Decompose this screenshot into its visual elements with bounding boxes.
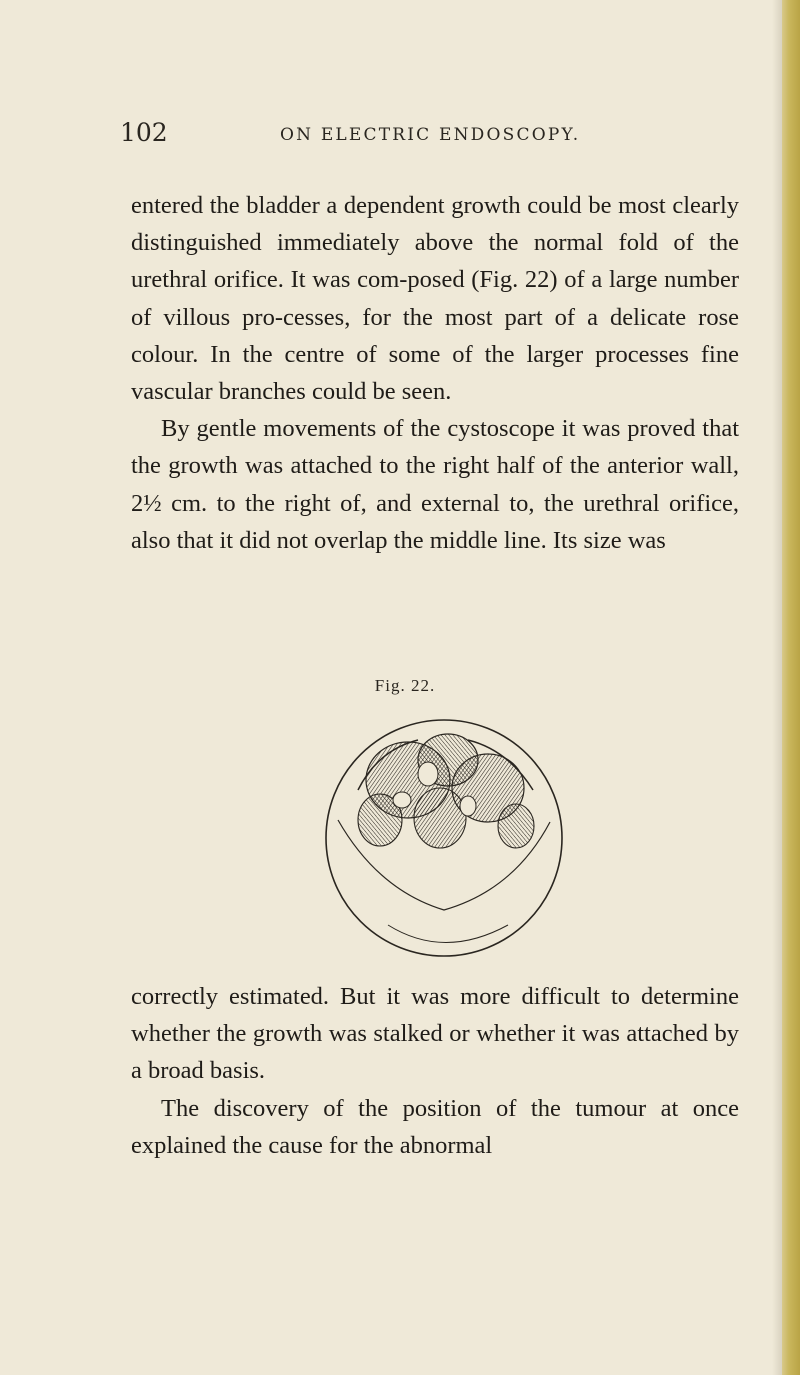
villous-growth <box>358 734 534 848</box>
paragraph-4: The discovery of the position of the tumour at once explained the cause for the abnormal <box>131 1094 739 1159</box>
page-number: 102 <box>120 118 168 147</box>
paragraph-3: correctly estimated. But it was more difficult to determine whether the growth was stalked or whether it was attached by a broad basis. <box>131 983 739 1085</box>
running-head <box>120 118 760 148</box>
text-block-lower <box>131 978 739 1164</box>
text-block-upper <box>131 187 739 559</box>
figure-22-illustration <box>318 710 570 960</box>
page-gutter-shadow <box>772 0 782 1375</box>
paragraph-1: entered the bladder a dependent growth could be most clearly distinguished immediately above the normal fold of the urethral orifice. It was com-posed (Fig. 22) of a large number of villous pro-cesses, for the most part of a delicate rose colour. In the centre of some of the larger processes fine vascular branches could be seen. <box>131 192 739 406</box>
figure-caption: Fig. 22. <box>374 676 436 695</box>
paragraph-2: By gentle movements of the cystoscope it was proved that the growth was attached to the right half of the anterior wall, 2½ cm. to the right of, and external to, the urethral orifice, also that it did not overlap the middle line. Its size was <box>131 415 739 554</box>
page-edge <box>782 0 800 1375</box>
cystoscopic-view-drawing <box>318 710 570 960</box>
running-title: ON ELECTRIC ENDOSCOPY. <box>280 125 581 145</box>
